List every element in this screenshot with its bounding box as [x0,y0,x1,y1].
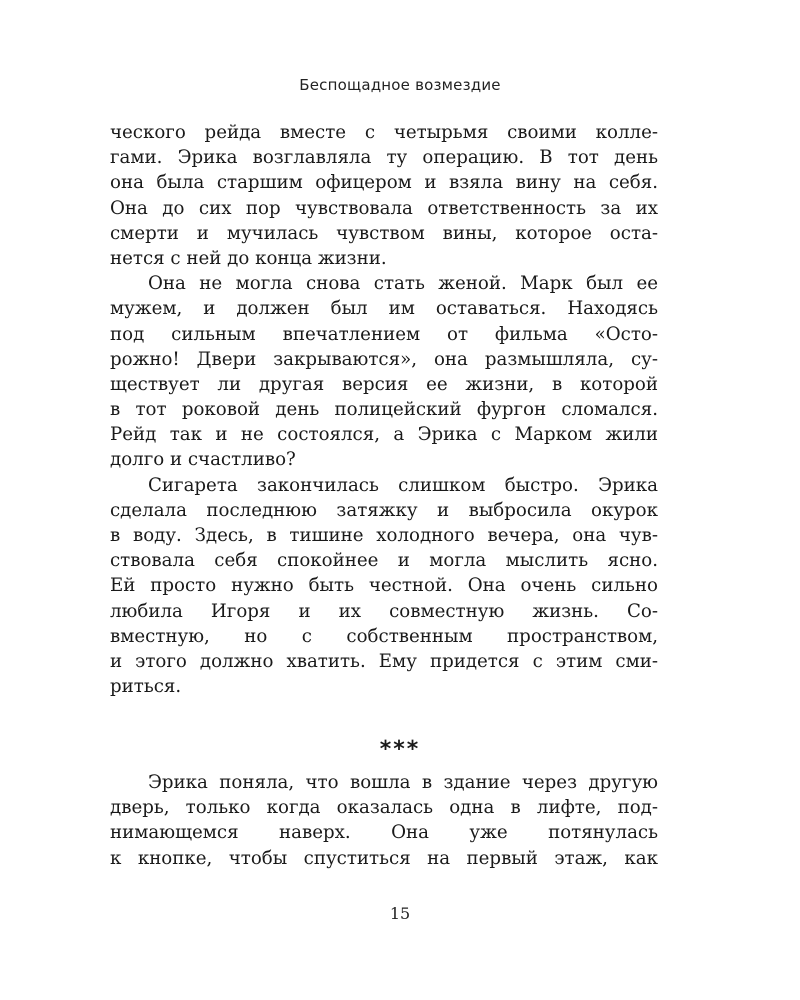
text-line: она была старшим офицером и взяла вину на себя. [110,172,658,194]
text-line: ствовала себя спокойнее и могла мыслить ясно. [110,550,658,572]
text-line: нется с ней до конца жизни. [110,247,387,269]
page-number: 15 [389,904,411,923]
text-line: и этого должно хватить. Ему придется с этим сми- [110,650,658,672]
text-line: мужем, и должен был им оставаться. Находясь [110,298,658,320]
text-line: под сильным впечатлением от фильма «Осто- [110,323,658,345]
text-line: рожно! Двери закрываются», она размышляла, су- [110,348,658,370]
paragraph-first-line: Сигарета закончилась слишком быстро. Эрика [148,474,658,496]
text-line: долго и счастливо? [110,449,296,471]
text-line: риться. [110,676,182,698]
text-line: Рейд так и не состоялся, а Эрика с Марком жили [110,424,658,446]
text-line: к кнопке, чтобы спуститься на первый этаж, как [110,847,658,869]
body-text-block [110,770,658,871]
text-line: любила Игоря и их совместную жизнь. Со- [110,600,658,622]
paragraph-first-line: Она не могла снова стать женой. Марк был ее [148,273,658,295]
text-line: нимающемся наверх. Она уже потянулась [110,822,658,844]
running-header: Беспощадное возмездие [299,76,501,94]
paragraph-first-line: Эрика поняла, что вошла в здание через другую [148,772,658,793]
text-line: дверь, только когда оказалась одна в лифте, под- [110,797,658,819]
body-text-block [110,120,658,699]
text-line: Она до сих пор чувствовала ответственность за их [110,197,658,219]
text-line: вместную, но с собственным пространством, [110,625,658,647]
text-line: в тот роковой день полицейский фургон сломался. [110,399,658,421]
text-line: гами. Эрика возглавляла ту операцию. В тот день [110,147,658,169]
text-line: Ей просто нужно быть честной. Она очень сильно [110,575,658,597]
text-line: смерти и мучилась чувством вины, которое оста- [110,222,658,244]
text-line: ческого рейда вместе с четырьмя своими колле- [110,122,658,143]
scene-break: *** [379,737,421,762]
text-line: в воду. Здесь, в тишине холодного вечера, она чув- [110,525,658,546]
text-line: сделала последнюю затяжку и выбросила окурок [110,499,658,521]
text-line: ществует ли другая версия ее жизни, в которой [110,373,658,395]
